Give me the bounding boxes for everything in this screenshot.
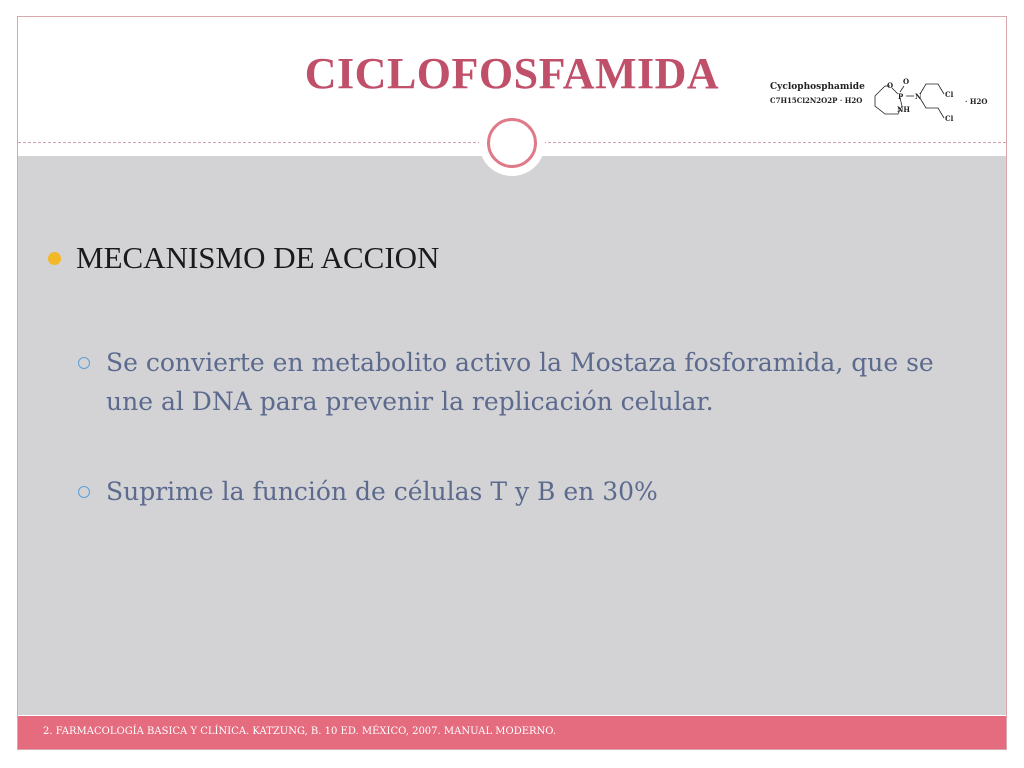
sub-bullet-circle-icon xyxy=(78,486,90,498)
sub-bullet-text: Se convierte en metabolito activo la Mostaza fosforamida, que se une al DNA para prevenir la replicación celular. xyxy=(106,348,934,416)
compound-name: Cyclophosphamide xyxy=(770,82,865,92)
slide-title: CICLOFOSFAMIDA xyxy=(304,49,720,98)
atom-p: P xyxy=(898,92,904,101)
sub-bullet-text: Suprime la función de células T y B en 30% xyxy=(106,477,658,506)
atom-n: N xyxy=(915,92,922,101)
atom-cl-2: Cl xyxy=(945,114,954,123)
footer-citation: 2. FARMACOLOGÍA BASICA Y CLÍNICA. KATZUNG, B. 10 ED. MÉXICO, 2007. MANUAL MODERNO. xyxy=(43,726,557,737)
atom-o-ring: O xyxy=(887,81,894,90)
atom-nh: NH xyxy=(897,105,911,114)
bullet-dot-icon xyxy=(48,252,61,265)
atom-cl-1: Cl xyxy=(945,90,954,99)
sub-bullet-circle-icon xyxy=(78,357,90,369)
bullet-heading: MECANISMO DE ACCION xyxy=(76,240,440,275)
water-of-hydration: · H2O xyxy=(965,97,988,106)
atom-o-top: O xyxy=(903,78,910,86)
ring-icon xyxy=(487,118,537,168)
divider-ring-ornament xyxy=(479,110,545,176)
chemical-structure xyxy=(770,78,1000,128)
footer-bar xyxy=(18,716,1006,749)
structure-diagram xyxy=(770,78,1000,128)
compound-formula: C7H15Cl2N2O2P · H2O xyxy=(770,96,863,105)
